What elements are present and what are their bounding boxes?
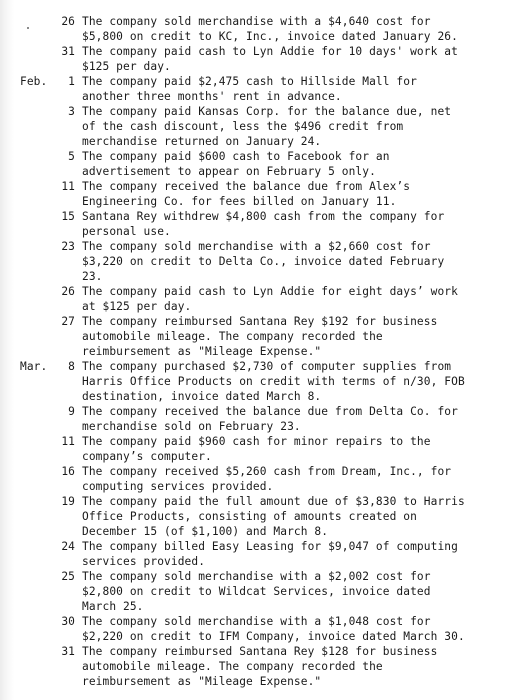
entry-feb-26 [0,284,520,314]
entry-text: The company billed Easy Leasing for $9,047 of computing services provided. [82,540,458,568]
entry-mar-9 [0,404,520,434]
entry-day: 8 [68,360,75,373]
entry-mar-8 [0,359,520,404]
entry-feb-11 [0,179,520,209]
entry-text: The company reimbursed Santana Rey $128 for business automobile mileage. The company recorded the reimbursement as "Mileage Expense." [82,645,438,688]
entry-day: 11 [61,180,75,193]
entry-day: 3 [68,105,75,118]
entry-text: The company sold merchandise with a $1,048 cost for $2,220 on credit to IFM Company, invoice dated March 30. [82,615,465,643]
entry-text: The company sold merchandise with a $4,640 cost for $5,800 on credit to KC, Inc., invoice dated January 26. [82,15,458,43]
entry-text: The company paid $600 cash to Facebook for an advertisement to appear on February 5 only. [82,150,390,178]
entry-mar-24 [0,539,520,569]
entry-day: 30 [61,615,75,628]
entry-day: 27 [61,315,75,328]
entry-text: The company purchased $2,730 of computer supplies from Harris Office Products on credit with terms of n/30, FOB destination, invoice dated March 8. [82,360,465,403]
entry-day: 5 [68,150,75,163]
entry-jan-31 [0,44,520,74]
entry-mar-25 [0,569,520,614]
entry-day: 19 [61,495,75,508]
entry-mar-19 [0,494,520,539]
entry-day: 31 [61,45,75,58]
transaction-list [0,14,520,689]
entry-text: The company paid the full amount due of $3,830 to Harris Office Products, consisting of amounts created on December 15 (of $1,100) and March 8. [82,495,465,538]
entry-text: The company received the balance due from Delta Co. for merchandise sold on February 23. [82,405,458,433]
entry-text: The company paid cash to Lyn Addie for eight days’ work at $125 per day. [82,285,458,313]
entry-day: 11 [61,435,75,448]
entry-day: 1 [68,75,75,88]
entry-day: 26 [61,285,75,298]
entry-text: The company paid $2,475 cash to Hillside Mall for another three months' rent in advance. [82,75,417,103]
entry-month: Feb. [20,75,48,88]
entry-text: The company sold merchandise with a $2,002 cost for $2,800 on credit to Wildcat Services, invoice dated March 25. [82,570,431,613]
entry-feb-1 [0,74,520,104]
entry-day: 16 [61,465,75,478]
entry-mar-16 [0,464,520,494]
entry-feb-3 [0,104,520,149]
entry-feb-5 [0,149,520,179]
entry-day: 24 [61,540,75,553]
entry-mar-31 [0,644,520,689]
entry-day: 15 [61,210,75,223]
entry-mar-11 [0,434,520,464]
entry-mar-30 [0,614,520,644]
entry-feb-23 [0,239,520,284]
entry-day: 9 [68,405,75,418]
entry-text: The company received $5,260 cash from Dream, Inc., for computing services provided. [82,465,452,493]
entry-day: 26 [61,15,75,28]
entry-feb-27 [0,314,520,359]
entry-day: 25 [61,570,75,583]
entry-text: The company sold merchandise with a $2,660 cost for $3,220 on credit to Delta Co., invoice dated February 23. [82,240,445,283]
entry-text: The company reimbursed Santana Rey $192 for business automobile mileage. The company recorded the reimbursement as "Mileage Expense." [82,315,438,358]
entry-jan-26 [0,14,520,44]
entry-day: 31 [61,645,75,658]
entry-text: The company received the balance due from Alex’s Engineering Co. for fees billed on January 11. [82,180,411,208]
entry-month: Mar. [20,360,48,373]
entry-day: 23 [61,240,75,253]
entry-text: Santana Rey withdrew $4,800 cash from the company for personal use. [82,210,445,238]
entry-text: The company paid cash to Lyn Addie for 10 days' work at $125 per day. [82,45,458,73]
entry-text: The company paid $960 cash for minor repairs to the company’s computer. [82,435,431,463]
entry-text: The company paid Kansas Corp. for the balance due, net of the cash discount, less the $496 credit from merchandise returned on January 24. [82,105,452,148]
entry-feb-15 [0,209,520,239]
